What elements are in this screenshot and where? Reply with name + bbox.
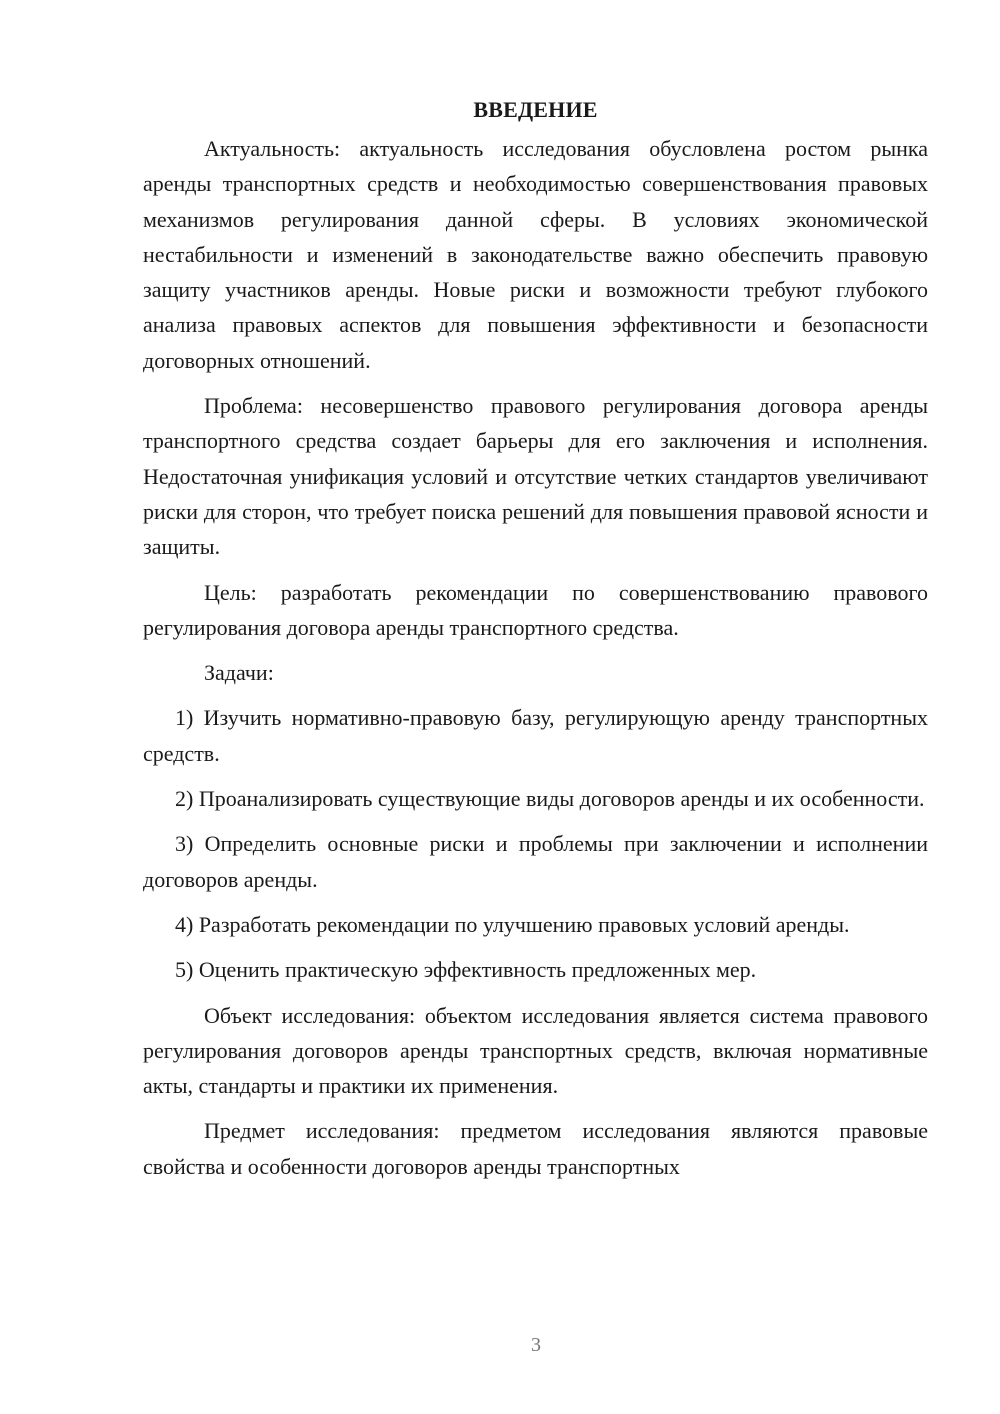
problem-paragraph: Проблема: несовершенство правового регулирования договора аренды транспортного средства создает барьеры для его заключения и исполнения. Недостаточная унификация условий и отсутствие четких стандартов увеличивают риски для сторон, что требует поиска решений для повышения правовой ясности и защиты. — [143, 393, 928, 560]
goal-paragraph: Цель: разработать рекомендации по совершенствованию правового регулирования договора аренды транспортного средства. — [143, 579, 928, 640]
relevance-paragraph: Актуальность: актуальность исследования обусловлена ростом рынка аренды транспортных средств и необходимостью совершенствования правовых механизмов регулирования данной сферы. В условиях экономической нестабильности и изменений в законодательстве важно обеспечить правовую защиту участников аренды. Новые риски и возможности требуют глубокого анализа правовых аспектов для повышения эффективности и безопасности договорных отношений. — [143, 136, 928, 373]
section-title: ВВЕДЕНИЕ — [473, 97, 598, 122]
task-item-3: 3) Определить основные риски и проблемы при заключении и исполнении договоров аренды. — [143, 831, 928, 892]
task-item-2: 2) Проанализировать существующие виды договоров аренды и их особенности. — [175, 786, 925, 812]
task-item-1: 1) Изучить нормативно-правовую базу, регулирующую аренду транспортных средств. — [143, 705, 928, 766]
task-item-5: 5) Оценить практическую эффективность предложенных мер. — [175, 957, 757, 983]
object-paragraph: Объект исследования: объектом исследования является система правового регулирования договоров аренды транспортных средств, включая нормативные акты, стандарты и практики их применения. — [143, 1002, 928, 1099]
tasks-heading: Задачи: — [204, 660, 274, 686]
document-page — [143, 92, 928, 1194]
task-item-4: 4) Разработать рекомендации по улучшению правовых условий аренды. — [175, 911, 850, 937]
page-number: 3 — [531, 1334, 541, 1356]
subject-paragraph: Предмет исследования: предметом исследования являются правовые свойства и особенности договоров аренды транспортных — [143, 1118, 928, 1179]
